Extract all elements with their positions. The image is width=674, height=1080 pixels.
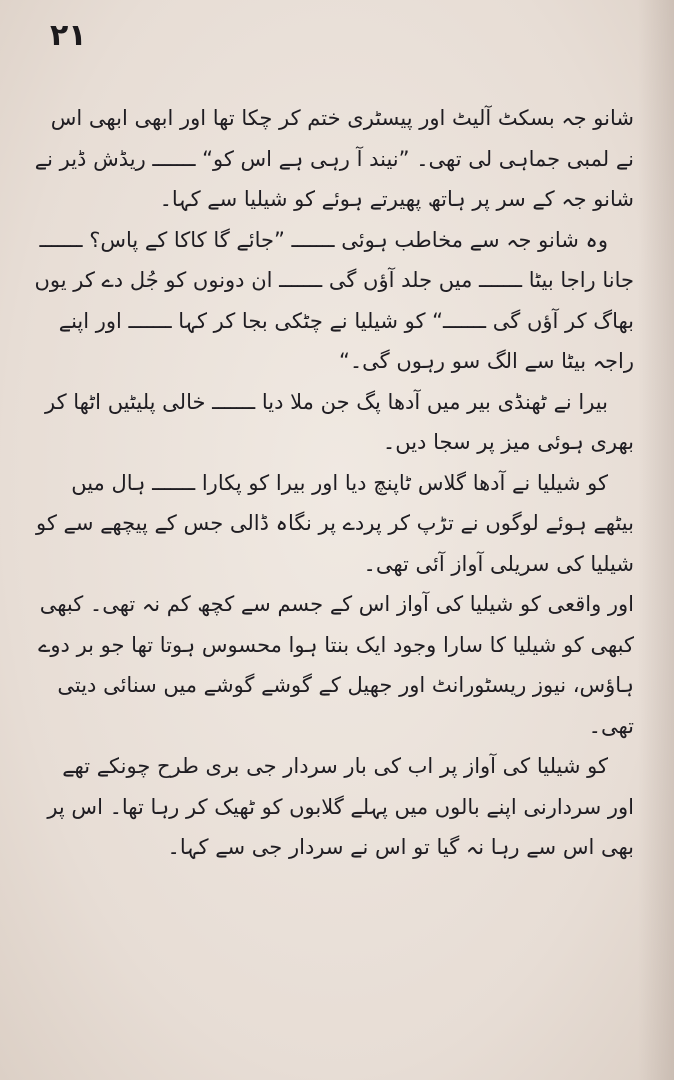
paragraph-6: کو شیلیا کی آواز پر اب کی بار سردار جی بری طرح چونکے تھے اور سردارنی اپنے بالوں میں پہلے گلابوں کو ٹھیک کر رہا تھا۔ اس پر بھی اس سے رہا نہ گیا تو اس نے سردار جی سے کہا۔	[47, 754, 634, 859]
page-edge-shadow	[638, 0, 674, 1080]
page-number: ۲۱	[50, 18, 87, 53]
paragraph-2: وہ شانو جہ سے مخاطب ہوئی ـــــــ ”جائے گا کاکا کے پاس؟ ـــــــ جانا راجا بیٹا ـــــــ میں جلد آؤں گی ـــــــ ان دونوں کو جُل دے کر یوں بھاگ کر آؤں گی ـــــــ“ کو شیلیا نے چٹکی بجا کر کہا ـــــــ اور اپنے راجہ بیٹا سے الگ سو رہوں گی۔“	[34, 227, 634, 373]
paragraph-5: اور واقعی کو شیلیا کی آواز اس کے جسم سے کچھ کم نہ تھی۔ کبھی کبھی کو شیلیا کا سارا وجود ایک بنتا ہوا محسوس ہوتا تھا جو بر دوے ہاؤس، نیوز ریسٹورانٹ اور جھیل کے گوشے گوشے میں سنائی دیتی تھی۔	[38, 592, 634, 738]
paragraph-3: بیرا نے ٹھنڈی بیر میں آدھا پگ جن ملا دیا ـــــــ خالی پلیٹیں اٹھا کر بھری ہوئی میز پر سجا دیں۔	[45, 389, 634, 454]
body-text	[34, 98, 634, 868]
paragraph-1: شانو جہ بسکٹ آلیٹ اور پیسٹری ختم کر چکا تھا اور ابھی ابھی اس نے لمبی جماہی لی تھی۔ ”نیند آ رہی ہے اس کو“ ـــــــ ریڈش ڈیر نے شانو جہ کے سر پر ہاتھ پھیرتے ہوئے کو شیلیا سے کہا۔	[34, 106, 634, 211]
paragraph-4: کو شیلیا نے آدھا گلاس ٹاپنچ دیا اور بیرا کو پکارا ـــــــ ہال میں بیٹھے ہوئے لوگوں نے تڑپ کر پردے پر نگاہ ڈالی جس کے پیچھے سے کو شیلیا کی سریلی آواز آئی تھی۔	[36, 470, 634, 576]
